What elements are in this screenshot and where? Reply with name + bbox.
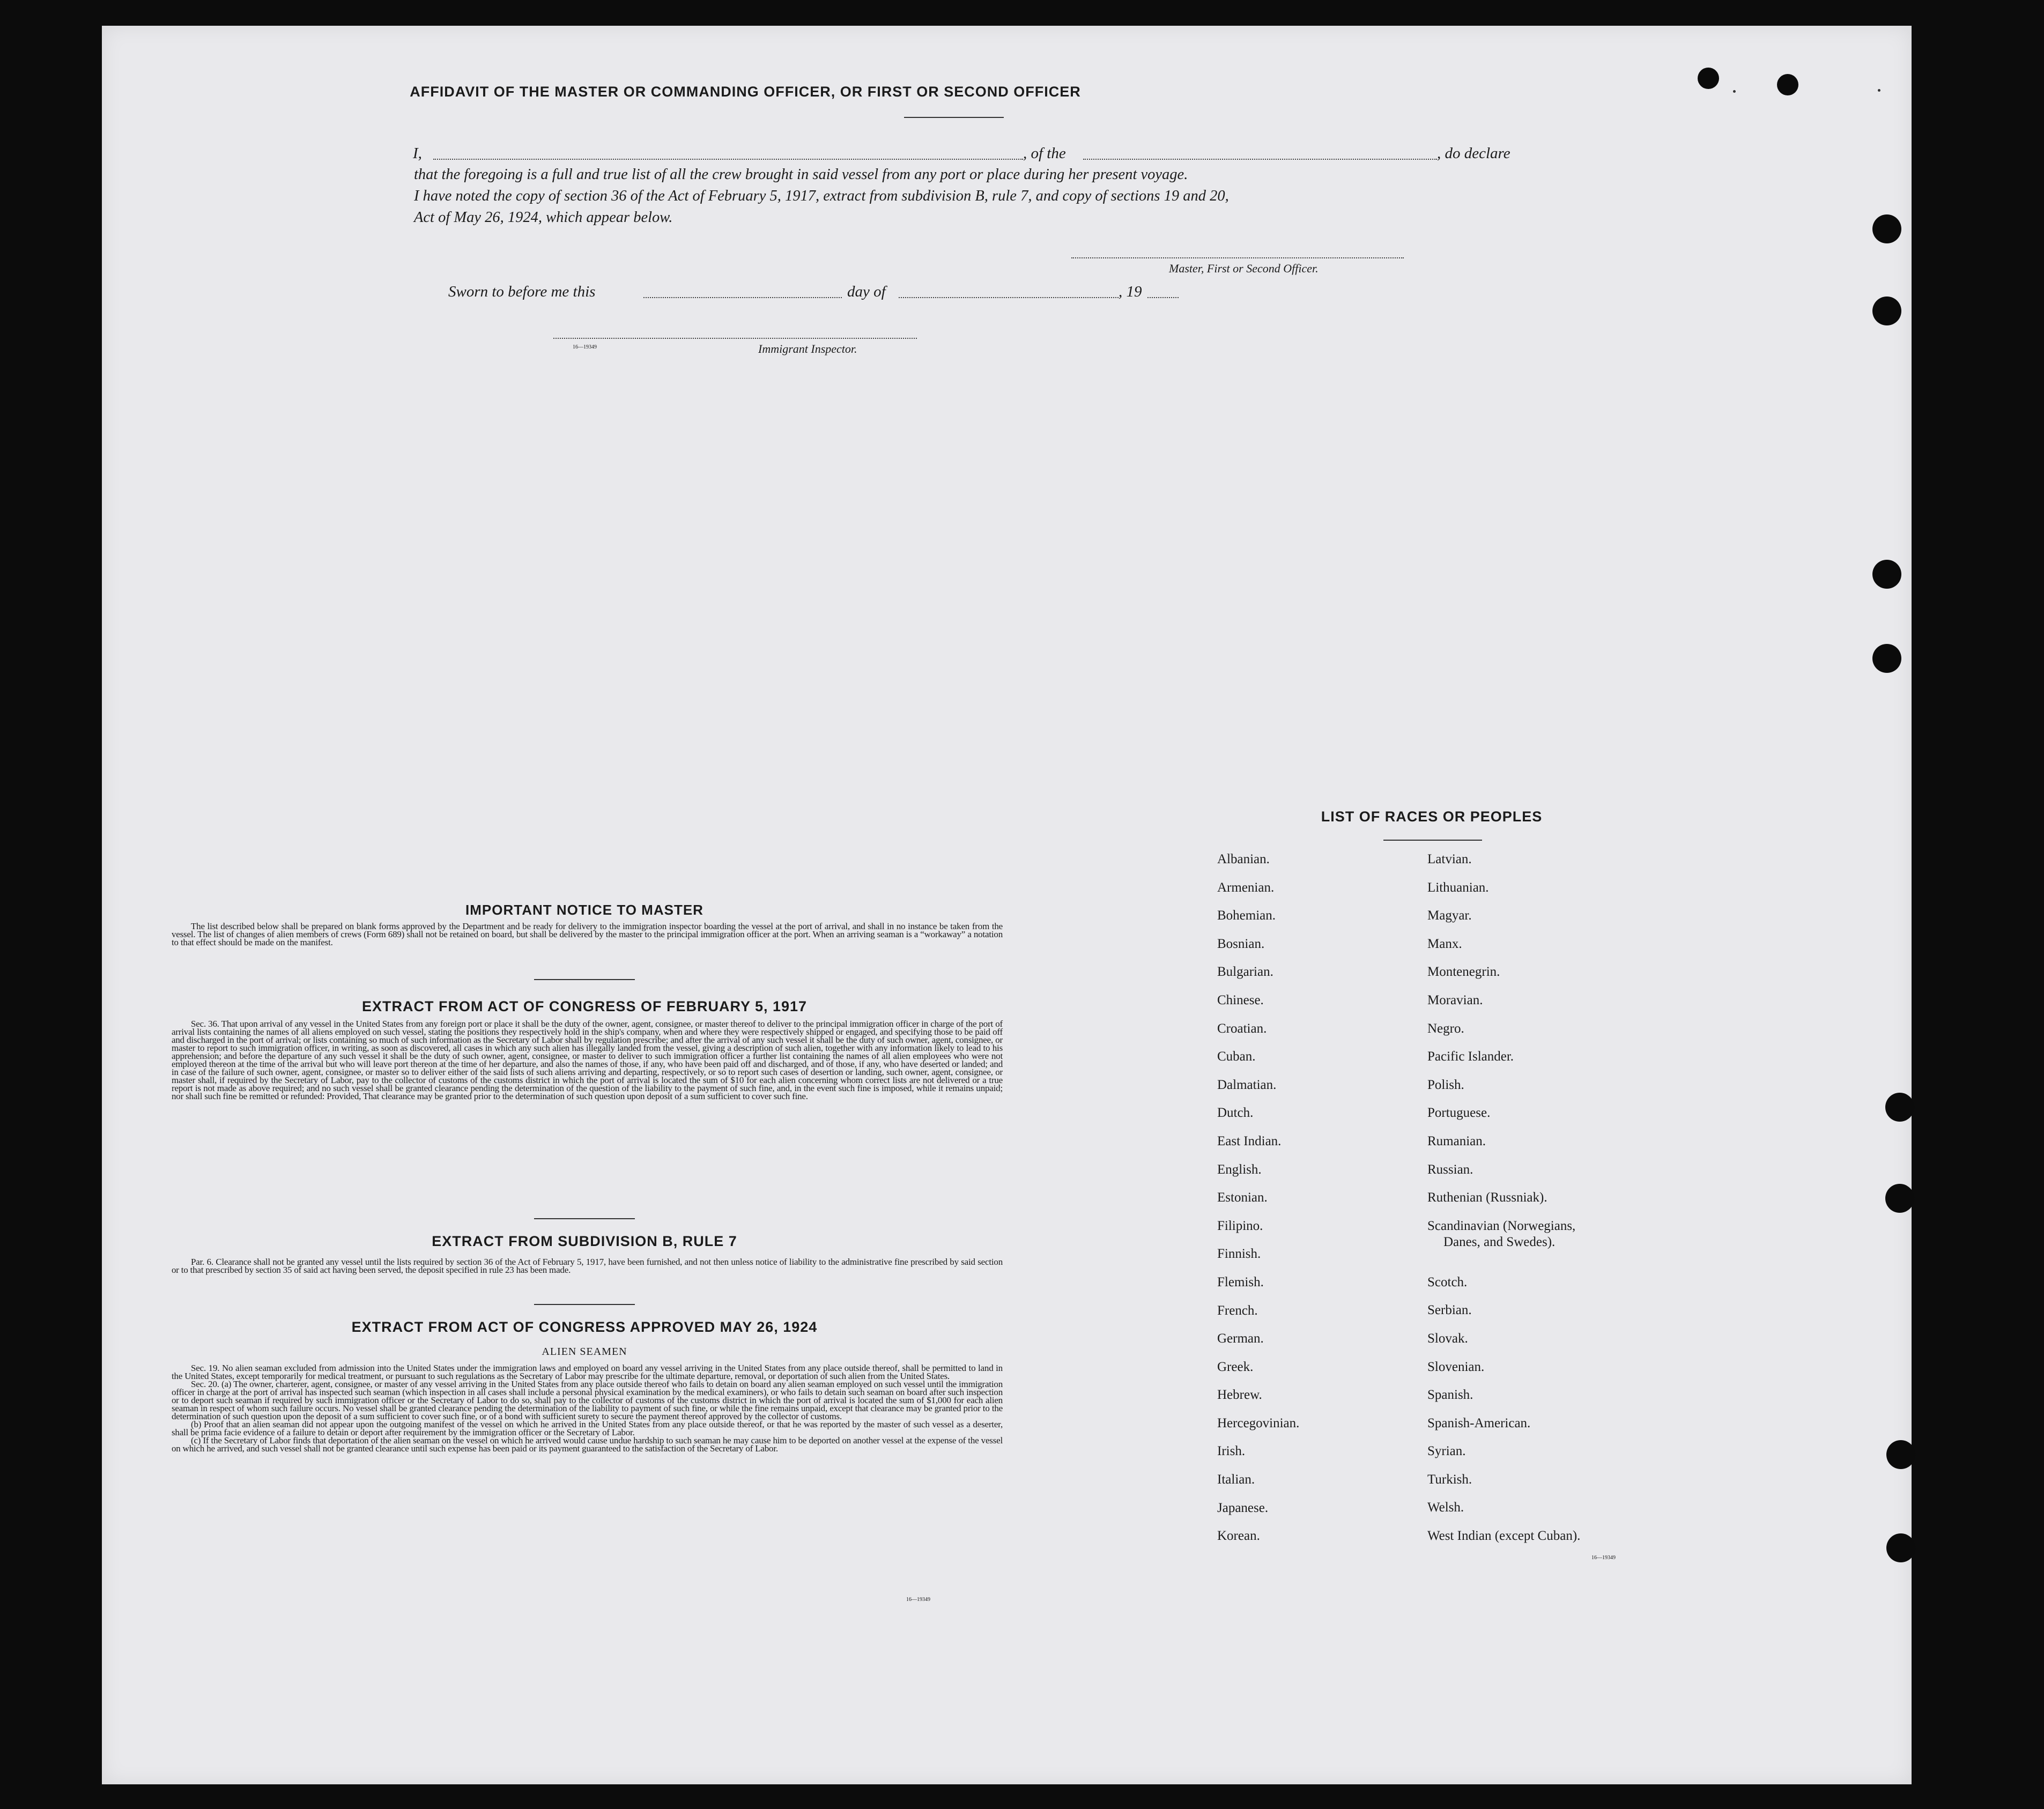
race-item: Irish.	[1217, 1444, 1246, 1459]
extract-1924-body	[172, 1364, 1003, 1452]
race-item: Chinese.	[1217, 992, 1264, 1007]
race-item: East Indian.	[1217, 1133, 1282, 1148]
notice-title: IMPORTANT NOTICE TO MASTER	[465, 902, 703, 918]
year-label: , 19	[1119, 283, 1142, 300]
of-the-label: , of the	[1023, 145, 1066, 162]
race-item: Magyar.	[1427, 908, 1472, 923]
race-item: Scotch.	[1427, 1274, 1468, 1289]
sec-20b-text: (b) Proof that an alien seaman did not appear upon the outgoing manifest of the vessel on which he arrived in the United States from any place outside thereof, or that he was reported by the master of such vessel as a deserter, shall be prima facie evidence of a failure to detain or deport after requirement by the immigration officer or the Secretary of Labor.	[172, 1419, 1003, 1437]
section-rule	[534, 979, 635, 980]
punch-hole	[1872, 214, 1901, 243]
section-rule	[534, 1304, 635, 1305]
day-of-label: day of	[847, 283, 886, 300]
race-item-continuation: Danes, and Swedes).	[1443, 1234, 1556, 1249]
race-item: Rumanian.	[1427, 1133, 1486, 1148]
punch-hole	[1698, 68, 1719, 89]
race-item: Bohemian.	[1217, 908, 1276, 923]
race-item: Spanish-American.	[1427, 1415, 1531, 1430]
vessel-name-line[interactable]	[1083, 159, 1437, 160]
race-item: Armenian.	[1217, 880, 1275, 895]
race-item: Cuban.	[1217, 1049, 1256, 1064]
race-item: Bulgarian.	[1217, 965, 1273, 980]
punch-hole	[1885, 1093, 1914, 1122]
notice-text: The list described below shall be prepared on blank forms approved by the Department and be ready for delivery to the immigration inspector boarding the vessel at the port of arrival, and shall in no instance be taken from the vessel. The list of changes of alien members of crews (Form 689) shall not be retained on board, but shall be delivered by the master to the principal immigration officer at the port. When an arriving seaman is a “workaway” a notation to that effect should be made on the manifest.	[172, 921, 1003, 947]
races-form-number: 16—19349	[1591, 1555, 1616, 1561]
sworn-label: Sworn to before me this	[448, 283, 596, 300]
declaration-line-3: Act of May 26, 1924, which appear below.	[414, 209, 673, 226]
race-item: Manx.	[1427, 936, 1462, 951]
punch-hole	[1872, 644, 1901, 673]
race-item: Dutch.	[1217, 1106, 1254, 1121]
declarant-prefix: I,	[413, 145, 422, 162]
sworn-month-line[interactable]	[899, 297, 1119, 298]
race-item: French.	[1217, 1303, 1258, 1318]
race-item: Portuguese.	[1427, 1106, 1491, 1121]
speck	[1878, 89, 1880, 92]
race-item: Hebrew.	[1217, 1388, 1262, 1403]
punch-hole	[1885, 1184, 1914, 1213]
races-left-column	[1217, 851, 1299, 1556]
race-item: Turkish.	[1427, 1472, 1472, 1487]
race-item: Russian.	[1427, 1162, 1473, 1177]
extract-rule7-text: Par. 6. Clearance shall not be granted any vessel until the lists required by section 36 of the Act of February 5, 1917, have been furnished, and not then unless notice of liability to the administrative fine prescribed by said section or to that prescribed by section 35 of said act having been served, the deposit specified in rule 23 has been made.	[172, 1257, 1003, 1275]
race-item: Montenegrin.	[1427, 965, 1500, 980]
race-item: Lithuanian.	[1427, 880, 1489, 895]
section-rule	[534, 1218, 635, 1219]
race-item: Syrian.	[1427, 1444, 1466, 1459]
sworn-year-line[interactable]	[1147, 297, 1179, 298]
race-item: Korean.	[1217, 1529, 1260, 1544]
signature-line[interactable]	[1071, 257, 1404, 258]
race-item: Hercegovinian.	[1217, 1415, 1300, 1430]
punch-hole	[1872, 296, 1901, 325]
declaration-line-1: that the foregoing is a full and true list of all the crew brought in said vessel from any port or place during her present voyage.	[414, 166, 1188, 183]
sec-20a-text: Sec. 20. (a) The owner, charterer, agent, consignee, or master of any vessel arriving in the United States from any place outside thereof who fails to detain on board any alien seaman employed on such vessel until the immigration officer in charge at the port of arrival has inspected such seaman (which inspection in all cases shall include a personal physical examination by the medical examiners), or who fails to detain such seaman on board after such inspection or to deport such seaman if required by such immigration officer or the Secretary of Labor to do so, shall pay to the collector of customs of the customs district in which the port of arrival is located the sum of $1,000 for each alien seaman in respect of whom such failure occurs. No vessel shall be granted clearance pending the determination of the liability to payment of such fine, or while the fine remains unpaid, except that clearance may be granted prior to the determination of such question upon the deposit of a sum sufficient to cover such fine, or of a bond with sufficient surety to secure the payment thereof approved by the collector of customs.	[172, 1379, 1003, 1421]
punch-hole	[1872, 560, 1901, 589]
race-item: English.	[1217, 1162, 1262, 1177]
inspector-signature-line[interactable]	[553, 338, 917, 339]
declaration-line-2: I have noted the copy of section 36 of the Act of February 5, 1917, extract from subdivision B, rule 7, and copy of sections 19 and 20,	[414, 188, 1229, 204]
punch-hole	[1886, 1533, 1915, 1562]
extract-1917-title: EXTRACT FROM ACT OF CONGRESS OF FEBRUARY 5, 1917	[361, 998, 808, 1014]
races-title-rule	[1383, 840, 1482, 841]
document-page	[102, 26, 1912, 1784]
declarant-name-line[interactable]	[433, 159, 1023, 160]
sec-20c-text: (c) If the Secretary of Labor finds that deportation of the alien seaman on the vessel on which he arrived would cause undue hardship to such seaman he may cause him to be deported on another vessel at the expense of the vessel on which he arrived, and such vessel shall not be granted clearance until such expense has been paid or its payment guaranteed to the satisfaction of the Secretary of Labor.	[172, 1435, 1003, 1454]
race-item: Dalmatian.	[1217, 1077, 1277, 1092]
race-item: Greek.	[1217, 1359, 1254, 1374]
race-item: Slovak.	[1427, 1331, 1468, 1346]
race-item: Pacific Islander.	[1427, 1049, 1514, 1064]
race-item: Moravian.	[1427, 992, 1483, 1007]
sec-19-text: Sec. 19. No alien seaman excluded from admission into the United States under the immigration laws and employed on board any vessel arriving in the United States from any place outside thereof, shall be permitted to land in the United States, except temporarily for medical treatment, or pursuant to such regulations as the Secretary of Labor may prescribe for the ultimate departure, removal, or deportation of such alien from the United States.	[172, 1363, 1003, 1381]
sworn-day-line[interactable]	[643, 297, 842, 298]
affidavit-form-number: 16—19349	[573, 344, 597, 350]
race-item: German.	[1217, 1331, 1264, 1346]
race-item: Albanian.	[1217, 852, 1270, 866]
extract-1924-title: EXTRACT FROM ACT OF CONGRESS APPROVED MAY 26, 1924	[351, 1319, 818, 1335]
inspector-caption: Immigrant Inspector.	[758, 342, 857, 355]
race-item: Italian.	[1217, 1472, 1255, 1487]
punch-hole	[1886, 1440, 1915, 1469]
race-item: Finnish.	[1217, 1247, 1261, 1262]
race-item: Ruthenian (Russniak).	[1427, 1190, 1547, 1205]
race-item: Spanish.	[1427, 1388, 1473, 1403]
race-item: Estonian.	[1217, 1190, 1268, 1205]
race-item: Slovenian.	[1427, 1359, 1485, 1374]
race-item: Croatian.	[1217, 1021, 1267, 1036]
race-item: Flemish.	[1217, 1274, 1264, 1289]
affidavit-title: AFFIDAVIT OF THE MASTER OR COMMANDING OFFICER, OR FIRST OR SECOND OFFICER	[410, 84, 1081, 100]
race-item: Scandinavian (Norwegians, Danes, and Swedes).	[1427, 1218, 1580, 1274]
race-item: Negro.	[1427, 1021, 1464, 1036]
race-item: Filipino.	[1217, 1218, 1263, 1233]
race-item: Serbian.	[1427, 1303, 1472, 1318]
alien-seamen-subtitle: ALIEN SEAMEN	[542, 1346, 627, 1358]
extract-form-number: 16—19349	[906, 1597, 930, 1603]
race-item: Japanese.	[1217, 1500, 1269, 1515]
signature-caption: Master, First or Second Officer.	[1169, 262, 1319, 275]
extract-rule7-title: EXTRACT FROM SUBDIVISION B, RULE 7	[432, 1233, 737, 1249]
race-item: Welsh.	[1427, 1500, 1464, 1515]
do-declare-label: , do declare	[1437, 145, 1510, 162]
race-item: Polish.	[1427, 1077, 1464, 1092]
race-item: Bosnian.	[1217, 936, 1265, 951]
races-right-column	[1427, 851, 1580, 1556]
punch-hole	[1777, 74, 1798, 95]
extract-1917-text: Sec. 36. That upon arrival of any vessel in the United States from any foreign port or place it shall be the duty of the owner, agent, consignee, or master thereof to deliver to the principal immigration officer in charge of the port of arrival lists containing the names of all aliens employed on such vessel, stating the positions they respectively hold in the ship's company, when and where they were respectively shipped or engaged, and specifying those to be paid off and discharged in the port of arrival; or lists containing so much of such information as the Secretary of Labor shall by regulation prescribe; and after the arrival of any such vessel it shall be the duty of such owner, agent, consignee, or master to report to such immigration officer, in writing, as soon as discovered, all cases in which any such alien has illegally landed from the vessel, giving a description of such alien, together with any information likely to lead to his apprehension; and before the departure of any such vessel it shall be the duty of such owner, agent, consignee, or master to deliver to such immigration officer a further list containing the names of all alien employees who were not employed thereon at the time of the arrival but who will leave port thereon at the time of her departure, and also the names of those, if any, who have been paid off and discharged, and of those, if any, who have deserted or landed; and in case of the failure of such owner, agent, consignee, or master so to deliver either of the said lists of such aliens arriving and departing, respectively, or so to report such cases of desertion or landing, such owner, agent, consignee, or master shall, if required by the Secretary of Labor, pay to the collector of customs of the customs district in which the port of arrival is located the sum of $10 for each alien concerning whom correct lists are not delivered or a true report is not made as above required; and no such vessel shall be granted clearance pending the determination of the question of the liability to the payment of such fine, and, in the event such fine is imposed, while it remains unpaid; nor shall such fine be remitted or refunded: Provided, That clearance may be granted prior to the determination of such question upon deposit of a sum sufficient to cover such fine.	[172, 1019, 1003, 1101]
race-item: Latvian.	[1427, 852, 1472, 866]
races-title: LIST OF RACES OR PEOPLES	[1321, 809, 1543, 825]
speck	[1733, 90, 1736, 93]
title-rule	[904, 117, 1004, 118]
race-item: West Indian (except Cuban).	[1427, 1529, 1581, 1544]
